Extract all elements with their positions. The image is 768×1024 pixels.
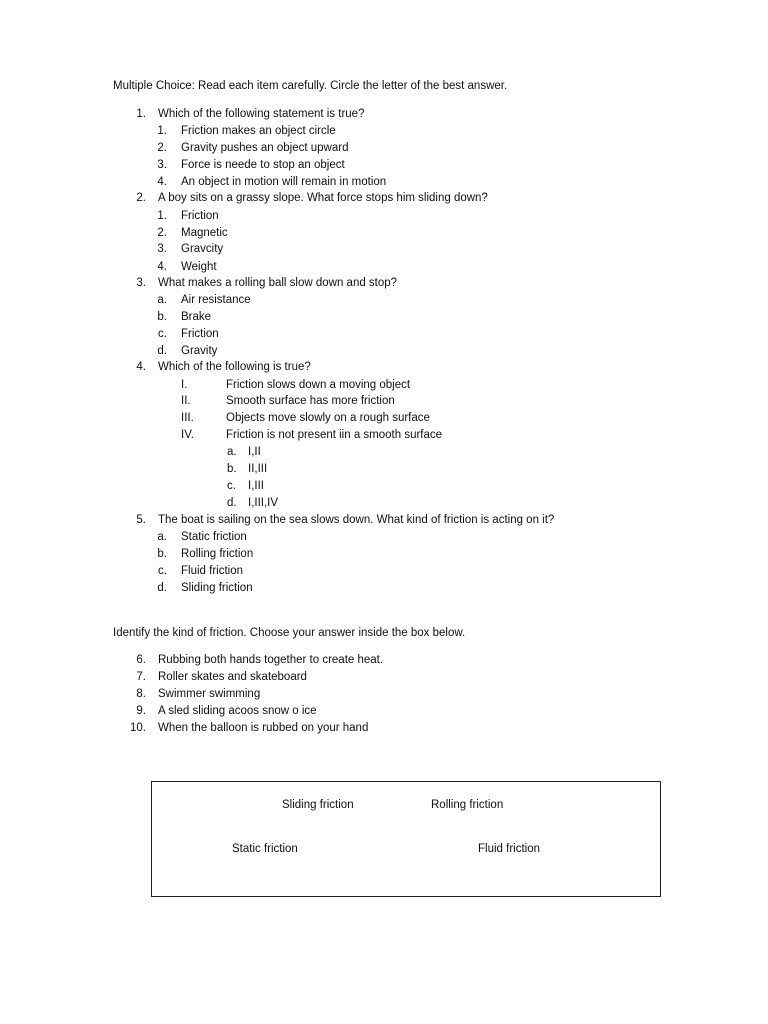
option-text: Magnetic	[181, 227, 228, 239]
item-number: 6.	[136, 654, 146, 666]
item-number: 10.	[130, 722, 146, 734]
option-text: An object in motion will remain in motion	[181, 176, 387, 188]
option-text: Friction makes an object circle	[181, 125, 336, 137]
option-label: d.	[157, 345, 167, 357]
question-number: 4.	[136, 361, 146, 373]
option-text: Gravity pushes an object upward	[181, 142, 349, 154]
statement-text: Smooth surface has more friction	[226, 395, 395, 407]
choice-fluid-friction: Fluid friction	[478, 843, 540, 855]
item-text: When the balloon is rubbed on your hand	[158, 722, 369, 734]
option-label: c.	[227, 480, 236, 492]
statement-label: III.	[181, 412, 194, 424]
option-label: c.	[158, 328, 167, 340]
statement-label: I.	[181, 379, 188, 391]
option-text: I,III	[248, 480, 264, 492]
statement-text: Friction slows down a moving object	[226, 379, 411, 391]
option-label: d.	[157, 582, 167, 594]
statement-label: II.	[181, 395, 191, 407]
option-label: 3.	[157, 159, 167, 171]
item-number: 7.	[136, 671, 146, 683]
question-number: 1.	[136, 108, 146, 120]
option-label: 3.	[157, 243, 167, 255]
option-text: Gravity	[181, 345, 218, 357]
option-text: Brake	[181, 311, 212, 323]
option-text: Gravcity	[181, 243, 224, 255]
answer-choices-box	[151, 781, 661, 897]
option-label: 4.	[157, 176, 167, 188]
option-label: 4.	[157, 261, 167, 273]
item-text: Roller skates and skateboard	[158, 671, 307, 683]
option-text: Friction	[181, 210, 219, 222]
statement-label: IV.	[181, 429, 195, 441]
option-text: Rolling friction	[181, 548, 254, 560]
choice-rolling-friction: Rolling friction	[431, 799, 504, 811]
option-text: Sliding friction	[181, 582, 253, 594]
question-text: What makes a rolling ball slow down and stop?	[158, 277, 398, 289]
item-text: A sled sliding acoos snow o ice	[158, 705, 317, 717]
statement-text: Friction is not present iin a smooth surface	[226, 429, 443, 441]
option-text: Air resistance	[181, 294, 251, 306]
option-label: a.	[157, 531, 167, 543]
option-text: Fluid friction	[181, 565, 243, 577]
option-text: I,II	[248, 446, 261, 458]
part2-instruction: Identify the kind of friction. Choose your answer inside the box below.	[113, 627, 466, 639]
option-label: b.	[157, 311, 167, 323]
option-label: 2.	[157, 227, 167, 239]
question-text: A boy sits on a grassy slope. What force stops him sliding down?	[158, 192, 488, 204]
option-label: c.	[158, 565, 167, 577]
choice-static-friction: Static friction	[232, 843, 298, 855]
option-text: I,III,IV	[248, 497, 279, 509]
statement-text: Objects move slowly on a rough surface	[226, 412, 430, 424]
option-label: a.	[227, 446, 237, 458]
option-text: Weight	[181, 261, 217, 273]
question-number: 2.	[136, 192, 146, 204]
item-number: 9.	[136, 705, 146, 717]
option-label: 1.	[157, 125, 167, 137]
option-label: 1.	[157, 210, 167, 222]
option-label: d.	[227, 497, 237, 509]
item-text: Swimmer swimming	[158, 688, 261, 700]
option-text: II,III	[248, 463, 268, 475]
option-text: Force is neede to stop an object	[181, 159, 345, 171]
part1-instruction: Multiple Choice: Read each item carefully. Circle the letter of the best answer.	[113, 80, 508, 92]
option-label: a.	[157, 294, 167, 306]
question-number: 5.	[136, 514, 146, 526]
choice-sliding-friction: Sliding friction	[282, 799, 354, 811]
question-text: Which of the following statement is true?	[158, 108, 365, 120]
question-text: Which of the following is true?	[158, 361, 311, 373]
option-text: Static friction	[181, 531, 247, 543]
option-label: b.	[227, 463, 237, 475]
option-label: 2.	[157, 142, 167, 154]
option-text: Friction	[181, 328, 219, 340]
question-text: The boat is sailing on the sea slows down. What kind of friction is acting on it?	[158, 514, 555, 526]
item-text: Rubbing both hands together to create heat.	[158, 654, 384, 666]
item-number: 8.	[136, 688, 146, 700]
option-label: b.	[157, 548, 167, 560]
question-number: 3.	[136, 277, 146, 289]
